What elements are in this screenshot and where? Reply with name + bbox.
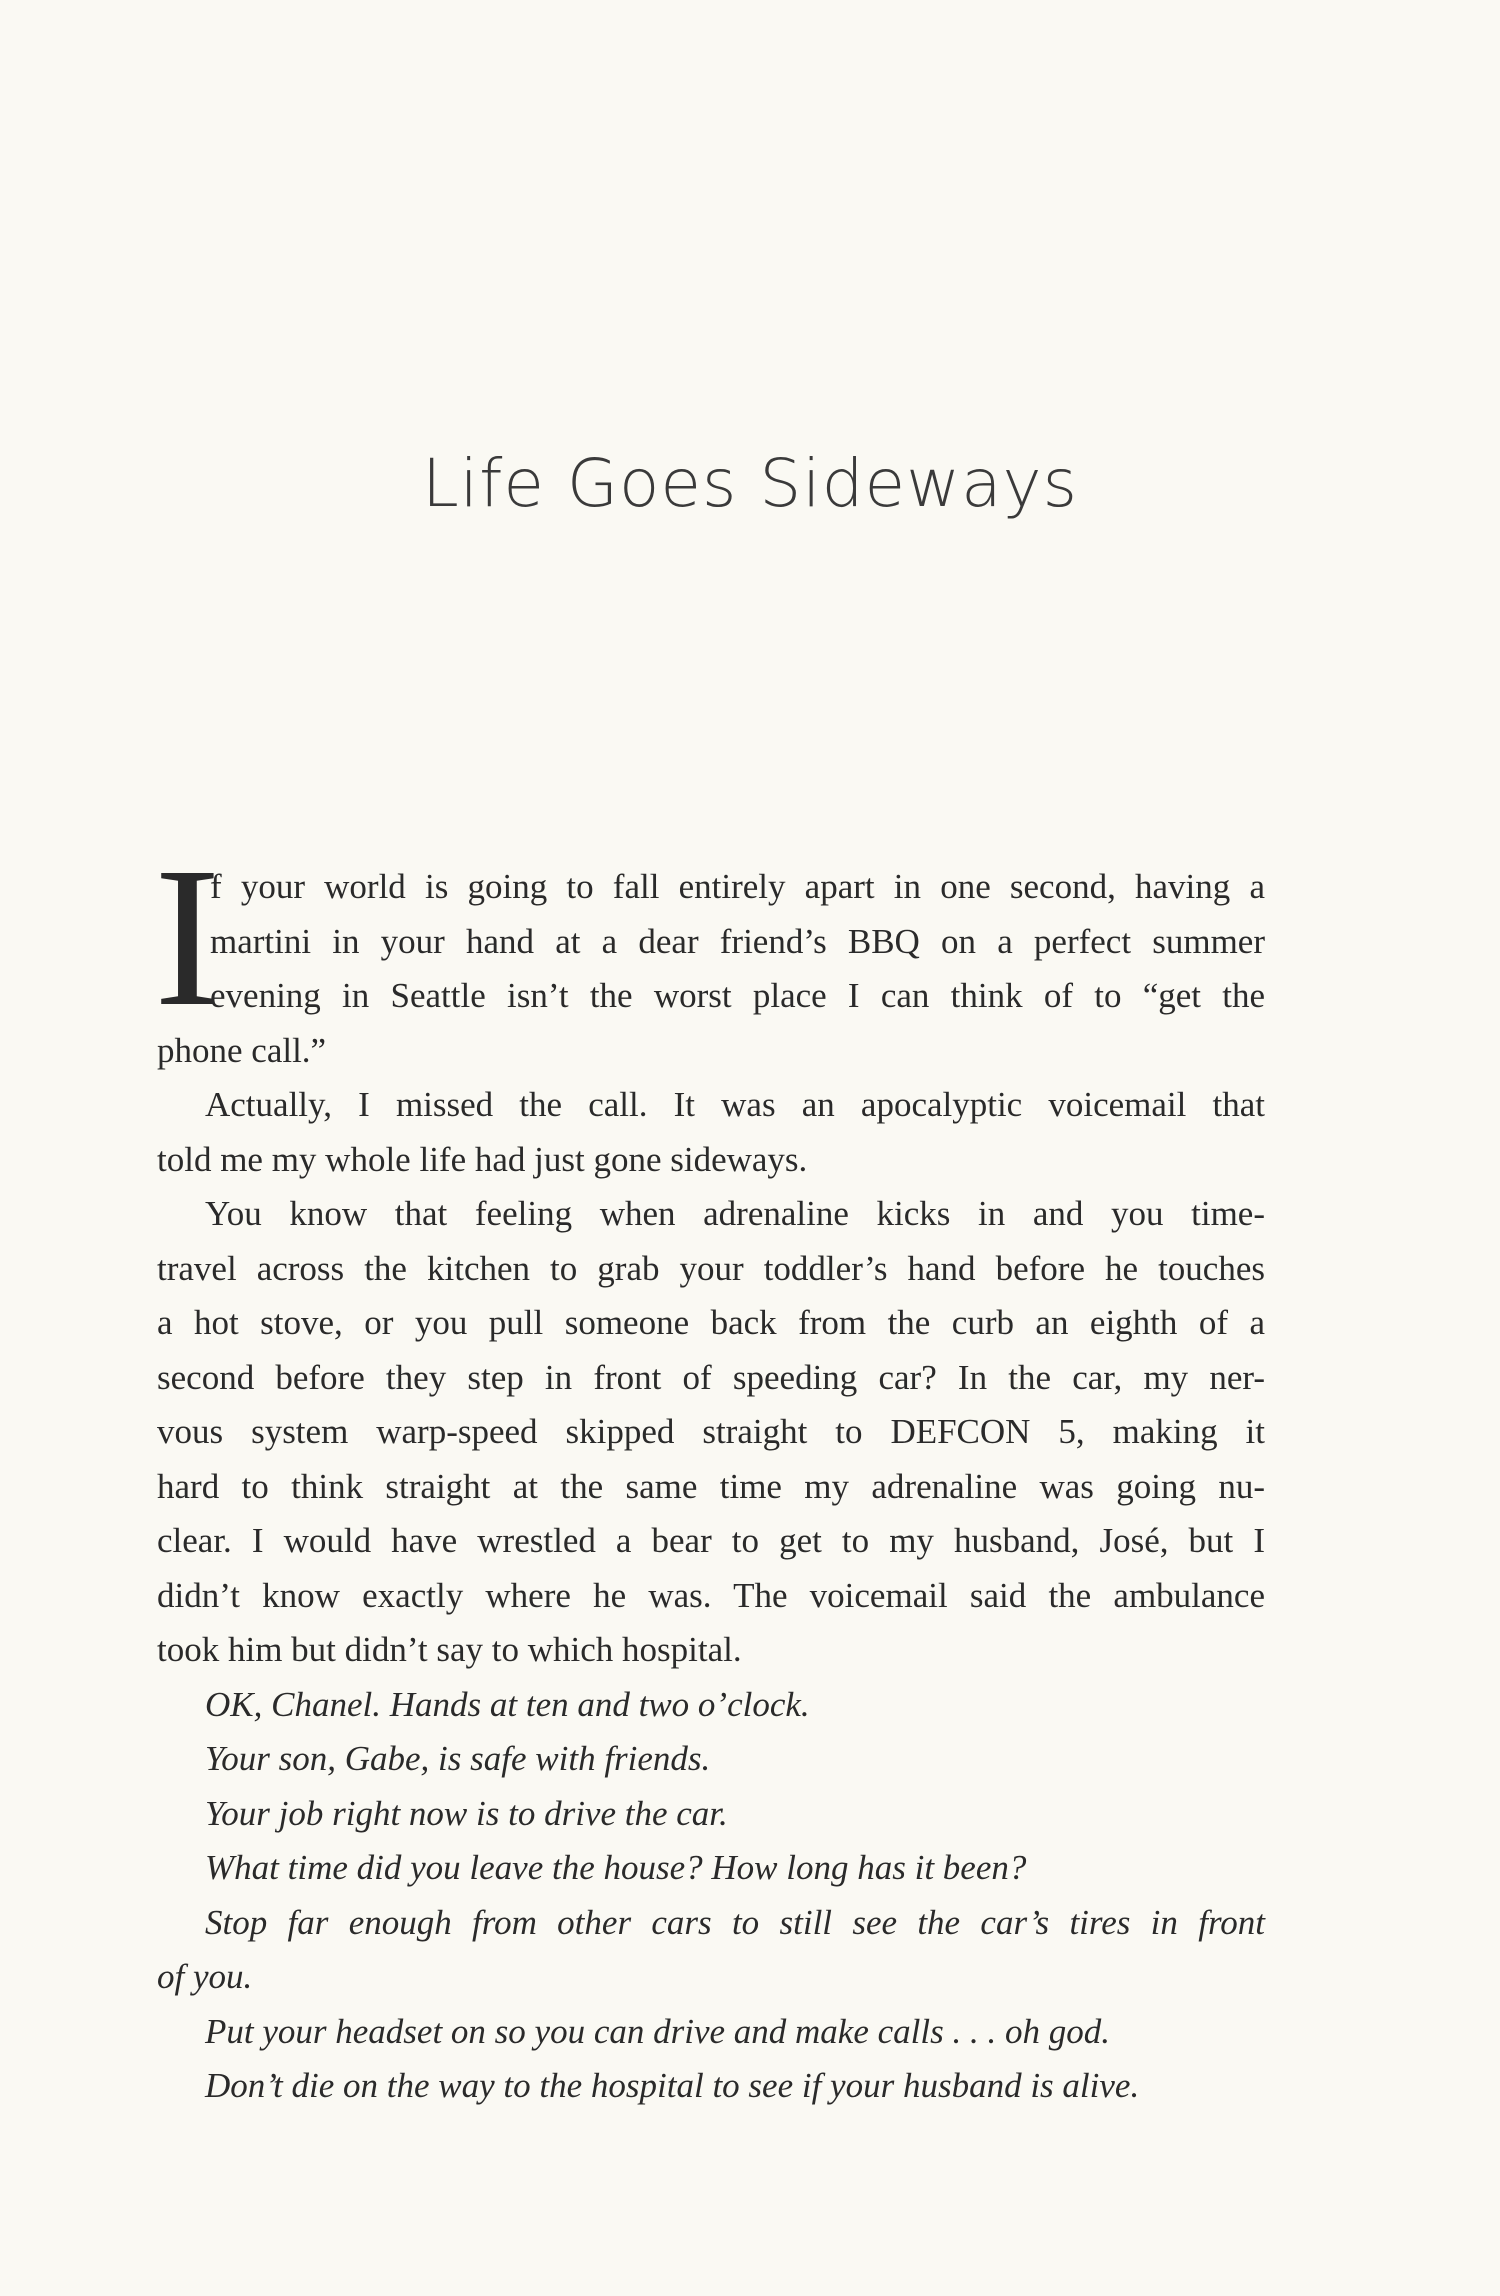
italic-line: What time did you leave the house? How long has it been? <box>205 1848 1027 1887</box>
paragraph-line: vous system warp-speed skipped straight to DEFCON 5, making it <box>157 1412 1265 1451</box>
paragraph-line: evening in Seattle isn’t the worst place I can think of to “get the <box>210 976 1265 1015</box>
paragraph <box>157 1078 1265 1187</box>
chapter-body <box>154 827 1265 2114</box>
paragraph-line: clear. I would have wrestled a bear to get to my husband, José, but I <box>157 1521 1265 1560</box>
paragraph-line: You know that feeling when adrenaline kicks in and you time- <box>205 1194 1265 1233</box>
italic-line: Stop far enough from other cars to still see the car’s tires in front <box>205 1902 1265 1942</box>
paragraph-line: second before they step in front of speeding car? In the car, my ner- <box>157 1357 1265 1397</box>
paragraph-line: martini in your hand at a dear friend’s BBQ on a perfect summer <box>210 921 1265 961</box>
inner-monologue <box>157 1678 1265 2114</box>
italic-line: Put your headset on so you can drive and make calls . . . oh god. <box>205 2011 1110 2051</box>
paragraph-line: told me my whole life had just gone sideways. <box>157 1139 808 1179</box>
paragraph-line: phone call.” <box>157 1030 327 1070</box>
italic-line: Don’t die on the way to the hospital to see if your husband is alive. <box>205 2066 1140 2105</box>
paragraph <box>157 1187 1265 1678</box>
paragraph-line: hard to think straight at the same time my adrenaline was going nu- <box>157 1466 1265 1506</box>
italic-line: Your son, Gabe, is safe with friends. <box>205 1739 711 1778</box>
paragraph-line: took him but didn’t say to which hospital. <box>157 1630 742 1669</box>
paragraph-line: Actually, I missed the call. It was an apocalyptic voicemail that <box>205 1085 1265 1124</box>
opening-paragraph <box>154 827 1265 1078</box>
italic-line: Your job right now is to drive the car. <box>205 1793 728 1833</box>
italic-line: of you. <box>157 1957 253 1996</box>
paragraph-line: didn’t know exactly where he was. The voicemail said the ambulance <box>157 1575 1265 1615</box>
paragraph-line: travel across the kitchen to grab your toddler’s hand before he touches <box>157 1248 1265 1288</box>
paragraph-line: f your world is going to fall entirely apart in one second, having a <box>210 867 1265 906</box>
drop-cap: I <box>154 827 221 1048</box>
chapter-title: Life Goes Sideways <box>421 445 1079 522</box>
paragraph-line: a hot stove, or you pull someone back from the curb an eighth of a <box>157 1303 1265 1342</box>
italic-line: OK, Chanel. Hands at ten and two o’clock. <box>205 1684 810 1724</box>
